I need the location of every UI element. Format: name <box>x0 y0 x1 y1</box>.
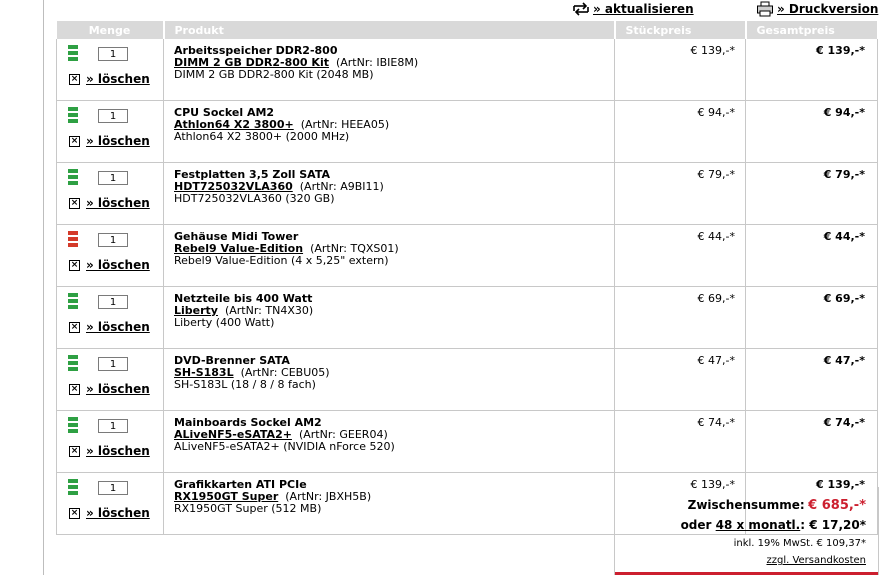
delete-link[interactable]: » löschen <box>86 196 150 210</box>
delete-checkbox-icon[interactable]: × <box>70 259 79 270</box>
product-description: HDT725032VLA360 (320 GB) <box>174 192 335 205</box>
installment-prefix: oder <box>680 518 712 532</box>
refresh-label: » aktualisieren <box>593 2 694 16</box>
quantity-cell <box>57 287 164 349</box>
artnr-suffix: ) <box>413 56 419 69</box>
article-number: A9BI11 <box>340 180 380 193</box>
quantity-input[interactable] <box>98 233 128 247</box>
artnr-suffix: ) <box>379 180 384 193</box>
delete-link[interactable]: » löschen <box>86 320 150 334</box>
artnr-prefix: (ArtNr: <box>285 490 326 503</box>
delete-checkbox-icon[interactable]: × <box>70 197 79 208</box>
product-category: Grafikkarten ATI PCIe <box>174 478 307 491</box>
delete-item-button[interactable] <box>69 72 150 86</box>
product-category: Gehäuse Midi Tower <box>174 230 299 243</box>
quantity-input[interactable] <box>98 295 128 309</box>
quantity-input[interactable] <box>98 109 128 123</box>
artnr-prefix: (ArtNr: <box>240 366 282 379</box>
product-name-link[interactable]: SH-S183L <box>174 366 234 379</box>
product-description: Athlon64 X2 3800+ (2000 MHz) <box>174 130 350 143</box>
product-cell <box>164 101 615 163</box>
product-category: CPU Sockel AM2 <box>174 106 275 119</box>
delete-link[interactable]: » löschen <box>86 258 150 272</box>
shipping-cost-link[interactable]: zzgl. Versandkosten <box>766 555 866 566</box>
product-description: Liberty (400 Watt) <box>174 316 275 329</box>
header-total-price: Gesamtpreis <box>746 21 878 39</box>
article-number: JBXH5B <box>325 490 367 503</box>
total-price: € 44,-* <box>746 225 878 287</box>
artnr-prefix: (ArtNr: <box>335 56 377 69</box>
unit-price: € 74,-* <box>615 411 746 473</box>
quantity-input[interactable] <box>98 47 128 61</box>
delete-link[interactable]: » löschen <box>86 506 150 520</box>
installment-line <box>681 518 866 532</box>
delete-link[interactable]: » löschen <box>86 72 150 86</box>
subtotal-value: € 685,-* <box>808 498 866 513</box>
unit-price: € 44,-* <box>615 225 746 287</box>
product-category: DVD-Brenner SATA <box>174 354 290 367</box>
top-toolbar <box>0 0 887 20</box>
artnr-suffix: ) <box>308 304 314 317</box>
delete-link[interactable]: » löschen <box>86 444 150 458</box>
delete-checkbox-icon[interactable]: × <box>70 73 79 84</box>
product-description: DIMM 2 GB DDR2-800 Kit (2048 MB) <box>174 68 374 81</box>
product-cell <box>164 473 615 535</box>
product-cell <box>164 39 615 101</box>
product-cell <box>164 411 615 473</box>
total-price: € 94,-* <box>746 101 878 163</box>
product-cell <box>164 163 615 225</box>
delete-checkbox-icon[interactable]: × <box>70 383 79 394</box>
stock-indicator-icon <box>68 355 78 373</box>
left-divider <box>43 0 44 575</box>
unit-price: € 94,-* <box>615 101 746 163</box>
product-description: Rebel9 Value-Edition (4 x 5,25" extern) <box>174 254 389 267</box>
delete-item-button[interactable] <box>69 444 150 458</box>
cart-table <box>56 21 879 535</box>
delete-checkbox-icon[interactable]: × <box>70 135 79 146</box>
artnr-suffix: ) <box>383 428 388 441</box>
unit-price: € 139,-* <box>615 39 746 101</box>
installment-value: € 17,20* <box>809 518 866 532</box>
delete-checkbox-icon[interactable]: × <box>70 507 79 518</box>
table-header <box>57 21 878 39</box>
header-product: Produkt <box>164 21 615 39</box>
artnr-suffix: ) <box>384 118 390 131</box>
product-category: Arbeitsspeicher DDR2-800 <box>174 44 338 57</box>
stock-indicator-icon <box>68 107 78 125</box>
stock-indicator-icon <box>68 293 78 311</box>
product-name-link[interactable]: Rebel9 Value-Edition <box>174 242 304 255</box>
product-description: SH-S183L (18 / 8 / 8 fach) <box>174 378 316 391</box>
quantity-input[interactable] <box>98 481 128 495</box>
quantity-cell <box>57 163 164 225</box>
tax-text: inkl. 19% MwSt. € 109,37* <box>733 538 866 549</box>
delete-item-button[interactable] <box>69 196 150 210</box>
unit-price: € 47,-* <box>615 349 746 411</box>
quantity-cell <box>57 349 164 411</box>
delete-item-button[interactable] <box>69 258 150 272</box>
quantity-cell <box>57 411 164 473</box>
total-price: € 79,-* <box>746 163 878 225</box>
unit-price: € 69,-* <box>615 287 746 349</box>
product-category: Festplatten 3,5 Zoll SATA <box>174 168 331 181</box>
table-row <box>57 39 878 101</box>
delete-item-button[interactable] <box>69 382 150 396</box>
product-cell <box>164 349 615 411</box>
quantity-input[interactable] <box>98 357 128 371</box>
total-price: € 139,-* <box>746 473 878 535</box>
table-row <box>57 349 878 411</box>
quantity-cell <box>57 225 164 287</box>
product-name-link[interactable]: Athlon64 X2 3800+ <box>174 118 294 131</box>
artnr-suffix: ) <box>325 366 330 379</box>
printer-icon <box>756 1 774 17</box>
delete-checkbox-icon[interactable]: × <box>70 321 79 332</box>
delete-item-button[interactable] <box>69 320 150 334</box>
refresh-icon <box>572 1 590 17</box>
table-row <box>57 101 878 163</box>
refresh-button[interactable] <box>572 1 694 17</box>
artnr-prefix: (ArtNr: <box>310 242 351 255</box>
header-unit-price: Stückpreis <box>615 21 746 39</box>
delete-link[interactable]: » löschen <box>86 382 150 396</box>
stock-indicator-icon <box>68 417 78 435</box>
product-name-link[interactable]: ALiveNF5-eSATA2+ <box>174 428 292 441</box>
quantity-input[interactable] <box>98 419 128 433</box>
installment-link[interactable]: 48 x monatl. <box>715 518 801 532</box>
print-button[interactable] <box>756 1 878 17</box>
article-number: TQXS01 <box>350 242 395 255</box>
article-number: CEBU05 <box>281 366 326 379</box>
total-price: € 69,-* <box>746 287 878 349</box>
installment-colon: : <box>800 518 806 532</box>
total-price: € 74,-* <box>746 411 878 473</box>
total-price: € 139,-* <box>746 39 878 101</box>
artnr-prefix: (ArtNr: <box>300 118 342 131</box>
quantity-cell <box>57 39 164 101</box>
stock-indicator-icon <box>68 231 78 249</box>
artnr-prefix: (ArtNr: <box>298 428 340 441</box>
quantity-cell <box>57 101 164 163</box>
stock-indicator-icon <box>68 45 78 63</box>
total-price: € 47,-* <box>746 349 878 411</box>
product-description: ALiveNF5-eSATA2+ (NVIDIA nForce 520) <box>174 440 395 453</box>
subtotal-label: Zwischensumme: <box>687 498 805 512</box>
artnr-prefix: (ArtNr: <box>299 180 341 193</box>
artnr-prefix: (ArtNr: <box>224 304 266 317</box>
product-category: Mainboards Sockel AM2 <box>174 416 322 429</box>
print-label: » Druckversion <box>777 2 879 16</box>
stock-indicator-icon <box>68 169 78 187</box>
product-name-link[interactable]: DIMM 2 GB DDR2-800 Kit <box>174 56 329 69</box>
product-name-link[interactable]: Liberty <box>174 304 218 317</box>
article-number: GEER04 <box>339 428 384 441</box>
delete-item-button[interactable] <box>69 506 150 520</box>
product-cell <box>164 225 615 287</box>
article-number: TN4X30 <box>265 304 309 317</box>
product-category: Netzteile bis 400 Watt <box>174 292 313 305</box>
table-row <box>57 163 878 225</box>
table-row <box>57 287 878 349</box>
product-cell <box>164 287 615 349</box>
quantity-cell <box>57 473 164 535</box>
delete-link[interactable]: » löschen <box>86 134 150 148</box>
article-number: IBIE8M <box>376 56 414 69</box>
table-row <box>57 225 878 287</box>
product-name-link[interactable]: RX1950GT Super <box>174 490 279 503</box>
subtotal-line <box>688 498 866 513</box>
table-row <box>57 411 878 473</box>
artnr-suffix: ) <box>394 242 399 255</box>
delete-item-button[interactable] <box>69 134 150 148</box>
cart-summary <box>614 487 879 575</box>
artnr-suffix: ) <box>366 490 372 503</box>
product-description: RX1950GT Super (512 MB) <box>174 502 322 515</box>
article-number: HEEA05 <box>341 118 385 131</box>
unit-price: € 139,-* <box>615 473 746 535</box>
product-name-link[interactable]: HDT725032VLA360 <box>174 180 293 193</box>
unit-price: € 79,-* <box>615 163 746 225</box>
delete-checkbox-icon[interactable]: × <box>70 445 79 456</box>
header-quantity: Menge <box>57 21 164 39</box>
stock-indicator-icon <box>68 479 78 497</box>
quantity-input[interactable] <box>98 171 128 185</box>
